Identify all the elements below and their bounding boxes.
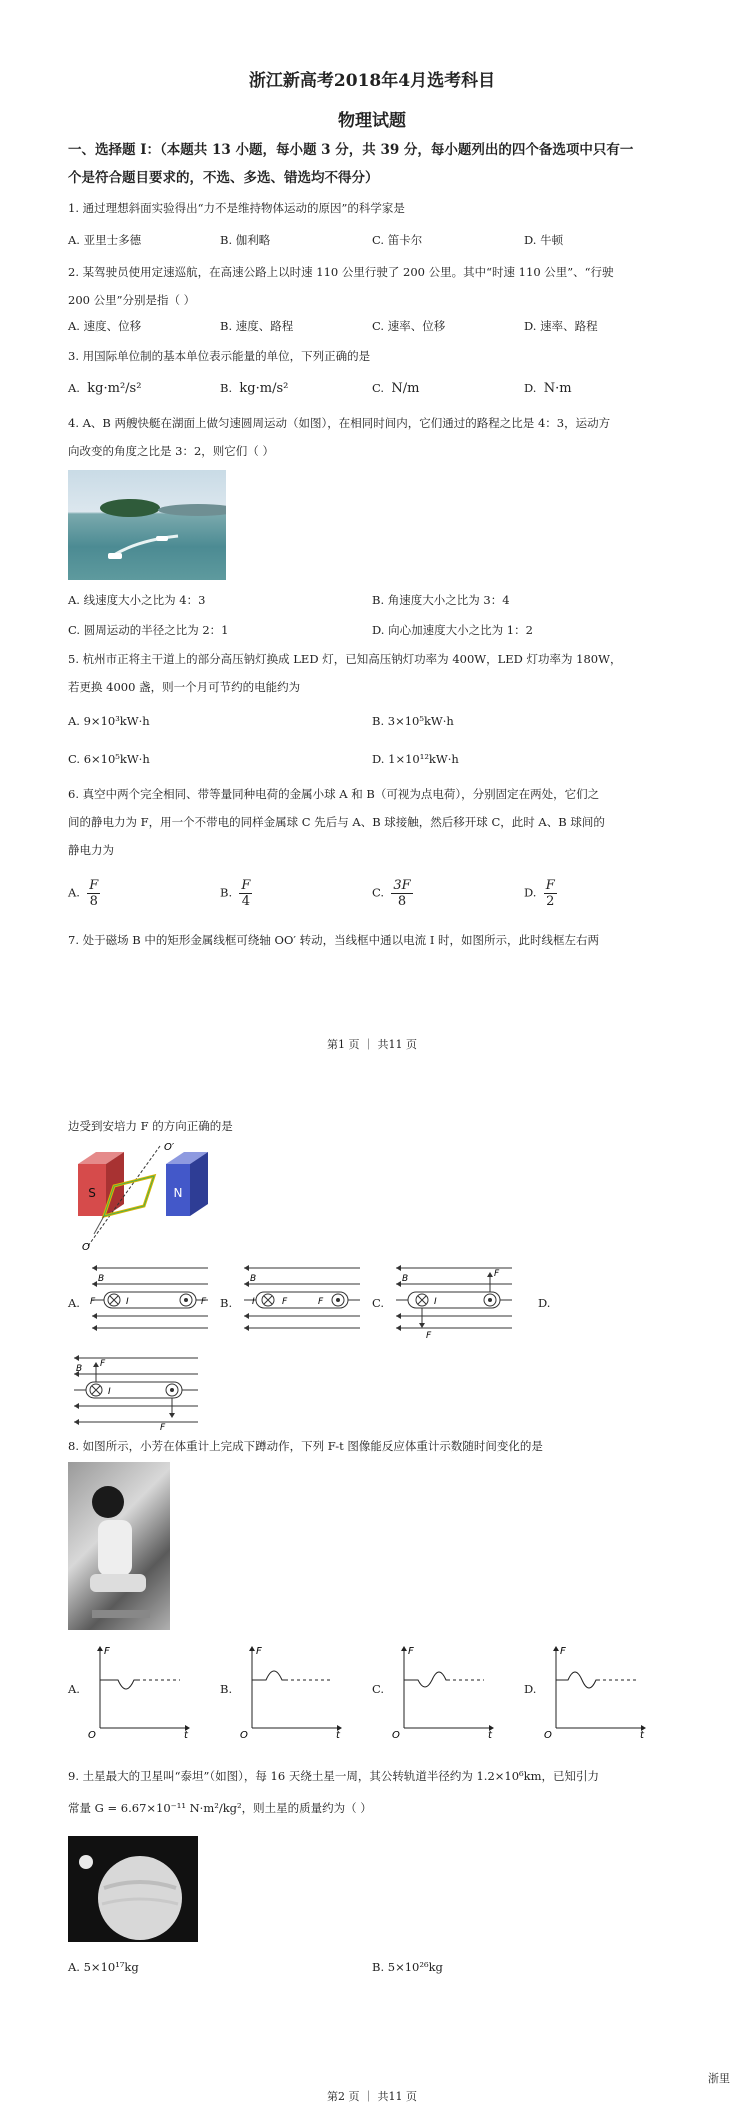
lake-boats-photo	[68, 470, 226, 580]
q5-option-c: C. 6×10⁵kW·h	[68, 752, 150, 766]
q2-stem-line2: 200 公里”分别是指（ ）	[68, 293, 196, 307]
q7-diagram-b	[238, 1262, 363, 1332]
q8a-origin: O	[88, 1730, 96, 1738]
q9-stem-line1: 9. 土星最大的卫星叫“泰坦”（如图），每 16 天绕土星一周，其公转轨道半径约为 1.2×10⁶km，已知引力	[68, 1769, 600, 1783]
q8-label-c: C.	[372, 1682, 385, 1696]
q7c-i-label: I	[434, 1297, 437, 1307]
q8-graph-d	[540, 1642, 650, 1738]
q2-option-c: C. 速率、位移	[372, 319, 446, 333]
q3-option-a	[68, 381, 141, 396]
q3-option-d	[524, 381, 572, 396]
question-9-stem	[68, 1760, 688, 1824]
question-4-stem	[68, 409, 688, 465]
q6-fraction-b	[239, 878, 252, 909]
q7b-i-label: I	[252, 1297, 255, 1307]
q8c-origin: O	[392, 1730, 400, 1738]
page-title: 浙江新高考2018年4月选考科目	[248, 71, 496, 91]
axis-o-prime-label: O′	[164, 1142, 175, 1153]
q3-option-b	[220, 381, 288, 396]
page-footer-2: 第2 页 ｜ 共11 页	[327, 2090, 417, 2103]
q6-option-b	[220, 878, 252, 909]
q7b-b-label: B	[250, 1274, 257, 1284]
q6-fraction-a	[87, 878, 100, 909]
q8b-axis-f: F	[256, 1646, 262, 1657]
section-header-line2: 个是符合题目要求的，不选、多选、错选均不得分）	[68, 170, 379, 186]
axis-o-label: O	[82, 1242, 90, 1252]
q7b-f-right-label: F	[318, 1297, 324, 1307]
q5-option-d: D. 1×10¹²kW·h	[372, 752, 459, 766]
q7d-i-label: I	[108, 1387, 111, 1397]
q4-option-b: B. 角速度大小之比为 3：4	[372, 593, 510, 607]
magnet-s-label: S	[88, 1186, 96, 1200]
q3-unit-c: N/m	[391, 381, 420, 396]
q7-label-b: B.	[220, 1296, 233, 1310]
q7b-f-left-label: F	[282, 1297, 288, 1307]
q3-unit-d: N·m	[543, 381, 572, 396]
q7-label-c: C.	[372, 1296, 385, 1310]
q8a-axis-t: t	[184, 1730, 188, 1738]
q8c-axis-f: F	[408, 1646, 414, 1657]
q7a-i-label: I	[126, 1297, 129, 1307]
q6-numerator-d: F	[545, 878, 555, 893]
girl-squatting-photo	[68, 1462, 170, 1630]
q4-option-d: D. 向心加速度大小之比为 1：2	[372, 623, 533, 637]
question-7-stem-line2: 边受到安培力 F 的方向正确的是	[68, 1119, 233, 1133]
question-3-stem: 3. 用国际单位制的基本单位表示能量的单位，下列正确的是	[68, 349, 371, 363]
q6-label-c: C.	[372, 885, 385, 900]
q2-option-a: A. 速度、位移	[68, 319, 142, 333]
q8-graph-c	[388, 1642, 498, 1738]
section-header	[68, 136, 688, 192]
q6-denominator-c: 8	[397, 894, 407, 909]
q1-option-b: B. 伽利略	[220, 233, 271, 247]
q6-denominator-a: 8	[89, 894, 98, 909]
q9-option-a: A. 5×10¹⁷kg	[68, 1960, 139, 1974]
q6-denominator-d: 2	[546, 894, 555, 909]
q3-label-b: B.	[220, 381, 233, 395]
q3-option-c	[372, 381, 419, 396]
q6-fraction-c	[391, 878, 412, 909]
q4-option-a: A. 线速度大小之比为 4：3	[68, 593, 206, 607]
q8c-axis-t: t	[488, 1730, 492, 1738]
q6-fraction-d	[544, 878, 557, 909]
q6-denominator-b: 4	[241, 894, 251, 909]
q8-label-b: B.	[220, 1682, 233, 1696]
q6-stem-line3: 静电力为	[68, 843, 114, 857]
q8b-origin: O	[240, 1730, 248, 1738]
q4-stem-line2: 向改变的角度之比是 3：2，则它们（ ）	[68, 444, 274, 458]
q6-numerator-c: 3F	[393, 878, 411, 893]
q9-option-b: B. 5×10²⁶kg	[372, 1960, 443, 1974]
q4-option-c: C. 圆周运动的半径之比为 2：1	[68, 623, 229, 637]
q6-option-a	[68, 878, 100, 909]
q6-numerator-a: F	[89, 878, 99, 893]
q6-option-d	[524, 878, 557, 909]
q5-stem-line2: 若更换 4000 盏，则一个月可节约的电能约为	[68, 680, 301, 694]
q7d-f-top-label: F	[100, 1359, 106, 1369]
section-header-line1: 一、选择题 I：（本题共 13 小题，每小题 3 分，共 39 分，每小题列出的四个备选项中只有一	[68, 142, 634, 158]
q6-label-b: B.	[220, 885, 233, 900]
q7c-f-bottom-label: F	[426, 1331, 432, 1341]
q6-numerator-b: F	[241, 878, 251, 893]
q8-graph-a	[84, 1642, 194, 1738]
q3-label-a: A.	[68, 381, 80, 395]
q1-option-d: D. 牛顿	[524, 233, 564, 247]
q8d-origin: O	[544, 1730, 552, 1738]
q7a-b-label: B	[98, 1274, 105, 1284]
q2-stem-line1: 2. 某驾驶员使用定速巡航，在高速公路上以时速 110 公里行驶了 200 公里。其中“时速 110 公里”、“行驶	[68, 265, 614, 279]
corner-watermark-text: 浙里	[708, 2072, 730, 2085]
q4-stem-line1: 4. A、B 两艘快艇在湖面上做匀速圆周运动（如图），在相同时间内，它们通过的路程之比是 4：3，运动方	[68, 416, 611, 430]
q3-label-c: C.	[372, 381, 385, 395]
question-7-stem-line1: 7. 处于磁场 B 中的矩形金属线框可绕轴 OO′ 转动，当线框中通以电流 I 时，如图所示，此时线框左右两	[68, 933, 600, 947]
q6-option-c	[372, 878, 413, 909]
page-footer-1: 第1 页 ｜ 共11 页	[327, 1038, 417, 1051]
q8b-axis-t: t	[336, 1730, 340, 1738]
page-subtitle: 物理试题	[338, 111, 406, 131]
q7d-b-label: B	[76, 1364, 83, 1374]
saturn-titan-photo	[68, 1836, 198, 1942]
q8-label-d: D.	[524, 1682, 537, 1696]
q8d-axis-f: F	[560, 1646, 566, 1657]
q7c-f-top-label: F	[494, 1269, 500, 1279]
q5-stem-line1: 5. 杭州市正将主干道上的部分高压钠灯换成 LED 灯，已知高压钠灯功率为 400W，LED 灯功率为 180W，	[68, 652, 622, 666]
q7a-f-left-label: F	[90, 1297, 96, 1307]
q5-option-b: B. 3×10⁵kW·h	[372, 714, 454, 728]
q7-diagram-a	[86, 1262, 211, 1332]
q6-stem-line1: 6. 真空中两个完全相同、带等量同种电荷的金属小球 A 和 B（可视为点电荷），分别固定在两处，它们之	[68, 787, 600, 801]
question-2-stem	[68, 258, 688, 314]
q3-unit-a: kg·m²/s²	[87, 381, 142, 396]
question-6-stem	[68, 780, 688, 864]
q7-diagram-c	[390, 1262, 515, 1342]
q3-label-d: D.	[524, 381, 537, 395]
q1-option-a: A. 亚里士多德	[68, 233, 142, 247]
q7-label-d: D.	[538, 1296, 551, 1310]
q6-label-a: A.	[68, 885, 80, 900]
magnet-coil-figure	[68, 1142, 218, 1252]
question-5-stem	[68, 645, 688, 701]
saturn-titan-illustration	[68, 1836, 198, 1942]
q7d-f-bottom-label: F	[160, 1423, 166, 1432]
q7-diagram-d	[68, 1352, 203, 1432]
q2-option-d: D. 速率、路程	[524, 319, 598, 333]
q8d-axis-t: t	[640, 1730, 644, 1738]
q5-option-a: A. 9×10³kW·h	[68, 714, 150, 728]
lake-boats-illustration	[68, 470, 226, 580]
q8-graph-b	[236, 1642, 346, 1738]
q3-unit-b: kg·m/s²	[239, 381, 289, 396]
q1-option-c: C. 笛卡尔	[372, 233, 423, 247]
q7c-b-label: B	[402, 1274, 409, 1284]
girl-silhouette	[68, 1462, 170, 1630]
q6-label-d: D.	[524, 885, 537, 900]
q7-label-a: A.	[68, 1296, 80, 1310]
q7a-f-right-label: F	[201, 1297, 207, 1307]
question-8-stem: 8. 如图所示，小芳在体重计上完成下蹲动作，下列 F-t 图像能反应体重计示数随时间变化的是	[68, 1439, 543, 1453]
question-1-stem: 1. 通过理想斜面实验得出“力不是维持物体运动的原因”的科学家是	[68, 201, 405, 215]
q6-stem-line2: 间的静电力为 F，用一个不带电的同样金属球 C 先后与 A、B 球接触，然后移开球 C，此时 A、B 球间的	[68, 815, 605, 829]
q8-label-a: A.	[68, 1682, 80, 1696]
q9-stem-line2: 常量 G = 6.67×10⁻¹¹ N·m²/kg²，则土星的质量约为（ ）	[68, 1801, 372, 1815]
q2-option-b: B. 速度、路程	[220, 319, 294, 333]
q8a-axis-f: F	[104, 1646, 110, 1657]
magnet-n-label: N	[173, 1186, 183, 1200]
